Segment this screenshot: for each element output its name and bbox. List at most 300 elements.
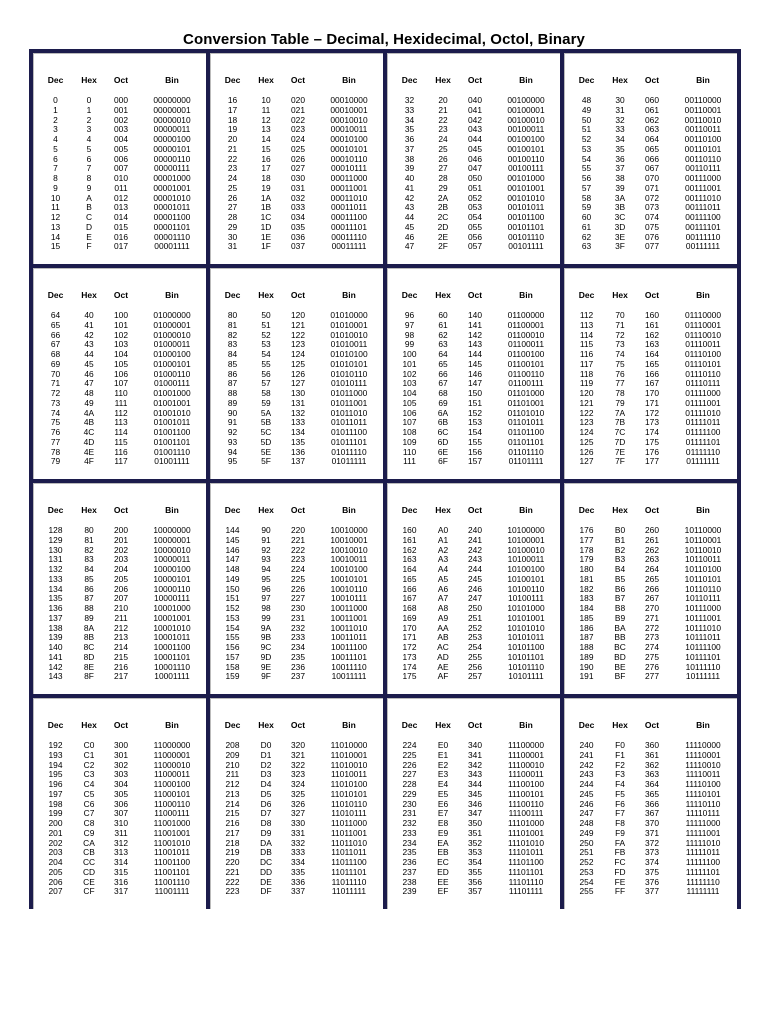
hex-cell: 59 (261, 397, 271, 408)
oct-cell: 212 (114, 622, 128, 633)
bin-cell: 10101101 (507, 651, 545, 662)
bin-cell: 00111110 (685, 231, 721, 242)
oct-cell: 223 (291, 554, 305, 565)
dec-cell: 224 (402, 740, 417, 750)
hex-cell: 69 (438, 397, 448, 408)
oct-cell: 141 (468, 319, 482, 330)
conversion-table (29, 49, 741, 909)
dec-cell: 60 (581, 212, 592, 222)
column-header-dec: Dec (47, 75, 64, 85)
hex-cell: E2 (437, 759, 449, 770)
bin-cell: 01100000 (507, 310, 545, 320)
bin-cell: 00101010 (507, 192, 545, 203)
oct-cell: 356 (468, 876, 482, 887)
hex-cell: EE (437, 876, 449, 887)
hex-cell: CD (82, 866, 96, 877)
hex-cell: 7F (615, 456, 625, 467)
hex-cell: D5 (260, 788, 272, 799)
bin-cell: 10010100 (330, 564, 368, 574)
panel-rows (565, 741, 737, 897)
bin-cell: 00111000 (684, 173, 722, 183)
hex-cell: F9 (615, 827, 625, 838)
hex-cell: B7 (614, 593, 626, 604)
hex-cell: 4A (83, 407, 95, 418)
oct-cell: 030 (291, 173, 305, 183)
bin-cell: 01100010 (507, 329, 545, 340)
hex-cell: C2 (83, 759, 95, 770)
dec-cell: 244 (579, 779, 594, 789)
hex-cell: 3 (86, 124, 92, 135)
dec-cell: 194 (48, 759, 63, 770)
bin-cell: 11011000 (330, 818, 368, 828)
hex-cell: EB (437, 847, 449, 858)
bin-cell: 10010000 (330, 525, 368, 535)
dec-cell: 104 (402, 388, 417, 398)
oct-cell: 070 (645, 173, 659, 183)
bin-cell: 00001100 (153, 212, 191, 222)
dec-cell: 216 (225, 818, 240, 828)
dec-cell: 106 (402, 407, 417, 418)
oct-cell: 302 (114, 759, 128, 770)
oct-cell: 322 (291, 759, 305, 770)
hex-cell: 2D (437, 221, 449, 232)
bin-cell: 11101100 (508, 857, 544, 867)
oct-cell: 011 (114, 182, 128, 193)
bin-cell: 10000011 (153, 554, 191, 565)
dec-cell: 110 (402, 446, 417, 457)
hex-cell: 9 (86, 182, 92, 193)
oct-cell: 153 (468, 417, 482, 428)
oct-cell: 133 (291, 417, 305, 428)
dec-cell: 92 (227, 427, 238, 437)
hex-cell: 71 (615, 319, 625, 330)
panel-header (211, 290, 383, 302)
bin-cell: 01011011 (330, 417, 368, 428)
hex-cell: 25 (438, 143, 448, 154)
oct-cell: 105 (114, 358, 128, 369)
column-header-dec: Dec (47, 720, 64, 730)
hex-cell: 3D (614, 221, 626, 232)
hex-cell: 6B (437, 417, 449, 428)
dec-cell: 52 (581, 134, 592, 144)
bin-cell: 10000111 (153, 593, 191, 604)
dec-cell: 28 (227, 212, 238, 222)
bin-cell: 01100001 (507, 319, 545, 330)
oct-cell: 234 (291, 642, 305, 652)
bin-cell: 00011100 (330, 212, 368, 222)
column-header-oct: Oct (113, 505, 129, 515)
dec-cell: 21 (227, 143, 238, 154)
hex-cell: 89 (84, 612, 94, 623)
column-header-oct: Oct (290, 75, 306, 85)
oct-cell: 217 (114, 671, 128, 682)
hex-cell: 65 (438, 358, 448, 369)
dec-cell: 146 (225, 544, 240, 555)
oct-cell: 334 (291, 857, 305, 867)
oct-cell: 065 (645, 143, 659, 154)
bin-cell: 00011011 (330, 202, 368, 213)
oct-cell: 016 (114, 231, 128, 242)
dec-cell: 228 (402, 779, 417, 789)
oct-cell: 024 (291, 134, 305, 144)
panel-rows (565, 311, 737, 467)
hex-cell: 18 (261, 173, 271, 183)
bin-cell: 00111111 (685, 241, 721, 252)
column-header-bin: Bin (519, 505, 533, 515)
oct-cell: 270 (645, 603, 659, 613)
oct-cell: 134 (291, 427, 305, 437)
hex-cell: 91 (261, 534, 271, 545)
oct-cell: 325 (291, 788, 305, 799)
dec-cell: 125 (579, 436, 594, 447)
oct-cell: 012 (114, 192, 128, 203)
dec-cell: 31 (227, 241, 238, 252)
hex-cell: F7 (615, 808, 625, 819)
oct-cell: 327 (291, 808, 305, 819)
column-header-dec: Dec (401, 290, 418, 300)
oct-cell: 041 (468, 104, 482, 115)
bin-cell: 00011000 (330, 173, 368, 183)
dec-cell: 149 (225, 573, 240, 584)
oct-cell: 125 (291, 358, 305, 369)
bin-cell: 10111111 (685, 671, 721, 682)
hex-cell: 7A (614, 407, 626, 418)
hex-cell: 5E (260, 446, 272, 457)
hex-cell: DE (260, 876, 272, 887)
bin-cell: 11101110 (508, 876, 544, 887)
panel-rows (388, 311, 560, 467)
dec-cell: 63 (581, 241, 592, 252)
oct-cell: 355 (468, 866, 482, 877)
oct-cell: 014 (114, 212, 128, 222)
oct-cell: 307 (114, 808, 128, 819)
hex-cell: 32 (615, 114, 625, 125)
column-header-hex: Hex (612, 290, 628, 300)
hex-cell: 45 (84, 358, 94, 369)
dec-cell: 158 (225, 661, 240, 672)
oct-cell: 260 (645, 525, 659, 535)
oct-cell: 240 (468, 525, 482, 535)
oct-cell: 163 (645, 339, 659, 350)
dec-cell: 64 (50, 310, 61, 320)
dec-cell: 215 (225, 808, 240, 819)
oct-cell: 227 (291, 593, 305, 604)
dec-cell: 115 (579, 339, 594, 350)
bin-cell: 11111100 (685, 857, 721, 867)
dec-cell: 138 (48, 622, 63, 633)
hex-cell: B8 (614, 603, 626, 613)
panel-header (565, 75, 737, 87)
oct-cell: 207 (114, 593, 128, 604)
hex-cell: CC (82, 857, 96, 867)
bin-cell: 11011001 (330, 827, 368, 838)
hex-cell: 57 (261, 378, 271, 389)
dec-cell: 191 (579, 671, 594, 682)
column-header-dec: Dec (47, 505, 64, 515)
hex-cell: C1 (83, 749, 95, 760)
dec-cell: 223 (225, 886, 240, 897)
dec-cell: 181 (579, 573, 594, 584)
bin-cell: 11111000 (685, 818, 721, 828)
oct-cell: 056 (468, 231, 482, 242)
dec-cell: 13 (50, 221, 61, 232)
oct-cell: 357 (468, 886, 482, 897)
hex-cell: 67 (438, 378, 448, 389)
oct-cell: 330 (291, 818, 305, 828)
hex-cell: 7B (614, 417, 626, 428)
dec-cell: 25 (227, 182, 238, 193)
dec-cell: 250 (579, 837, 594, 848)
dec-cell: 48 (581, 95, 592, 105)
dec-cell: 147 (225, 554, 240, 565)
dec-cell: 231 (402, 808, 417, 819)
oct-cell: 005 (114, 143, 128, 154)
dec-cell: 179 (579, 554, 594, 565)
bin-cell: 10011011 (330, 632, 368, 643)
oct-cell: 273 (645, 632, 659, 643)
dec-cell: 195 (48, 769, 63, 780)
bin-cell: 01111011 (685, 417, 721, 428)
bin-cell: 01110010 (684, 329, 722, 340)
oct-cell: 152 (468, 407, 482, 418)
dec-cell: 200 (48, 818, 63, 828)
bin-cell: 11111010 (685, 837, 721, 848)
bin-cell: 00111010 (684, 192, 722, 203)
dec-cell: 72 (50, 388, 61, 398)
dec-cell: 122 (579, 407, 594, 418)
column-header-hex: Hex (435, 290, 451, 300)
bin-cell: 01001101 (153, 436, 191, 447)
oct-cell: 057 (468, 241, 482, 252)
hex-cell: B9 (614, 612, 626, 623)
oct-cell: 000 (114, 95, 128, 105)
dec-cell: 113 (579, 319, 594, 330)
hex-cell: DD (259, 866, 273, 877)
bin-cell: 10110011 (684, 554, 722, 565)
dec-cell: 36 (404, 134, 415, 144)
dec-cell: 93 (227, 436, 238, 447)
oct-cell: 237 (291, 671, 305, 682)
bin-cell: 00001011 (153, 202, 191, 213)
hex-cell: 47 (84, 378, 94, 389)
bin-cell: 01101101 (507, 436, 545, 447)
table-panel (387, 483, 560, 694)
hex-cell: 5C (260, 427, 272, 437)
column-header-bin: Bin (342, 75, 356, 85)
bin-cell: 10110001 (684, 534, 722, 545)
oct-cell: 317 (114, 886, 128, 897)
column-header-hex: Hex (435, 505, 451, 515)
oct-cell: 332 (291, 837, 305, 848)
hex-cell: 5F (261, 456, 271, 467)
dec-cell: 59 (581, 202, 592, 213)
bin-cell: 01011000 (330, 388, 368, 398)
bin-cell: 11101011 (508, 847, 544, 858)
bin-cell: 11100111 (508, 808, 544, 819)
dec-cell: 29 (227, 221, 238, 232)
hex-cell: 42 (84, 329, 94, 340)
hex-cell: 3A (614, 192, 626, 203)
oct-cell: 206 (114, 583, 128, 594)
hex-cell: A2 (437, 544, 449, 555)
dec-cell: 4 (53, 134, 58, 144)
bin-cell: 10001010 (153, 622, 191, 633)
bin-cell: 10100101 (507, 573, 545, 584)
column-header-hex: Hex (435, 75, 451, 85)
oct-cell: 101 (114, 319, 128, 330)
bin-cell: 10000110 (153, 583, 191, 594)
column-header-bin: Bin (696, 505, 710, 515)
oct-cell: 254 (468, 642, 482, 652)
bin-cell: 11100001 (507, 749, 545, 760)
hex-cell: B (86, 202, 92, 213)
bin-cell: 01000101 (153, 358, 191, 369)
bin-cell: 00001001 (153, 182, 191, 193)
hex-cell: DB (260, 847, 272, 858)
oct-cell: 026 (291, 153, 305, 164)
dec-cell: 168 (402, 603, 417, 613)
bin-cell: 00110010 (684, 114, 722, 125)
oct-cell: 001 (114, 104, 128, 115)
oct-cell: 303 (114, 769, 128, 780)
bin-cell: 00111100 (685, 212, 721, 222)
hex-cell: 39 (615, 182, 625, 193)
bin-cell: 00010011 (330, 124, 368, 135)
oct-cell: 060 (645, 95, 659, 105)
bin-cell: 00101011 (507, 202, 545, 213)
bin-cell: 01100111 (508, 378, 544, 389)
oct-cell: 160 (645, 310, 659, 320)
oct-cell: 202 (114, 544, 128, 555)
table-row (34, 887, 206, 897)
dec-cell: 193 (48, 749, 63, 760)
bin-cell: 10111110 (685, 661, 721, 672)
oct-cell: 361 (645, 749, 659, 760)
bin-cell: 00011101 (330, 221, 368, 232)
bin-cell: 10011001 (330, 612, 368, 623)
dec-cell: 249 (579, 827, 594, 838)
table-panel (33, 698, 206, 909)
oct-cell: 021 (291, 104, 305, 115)
bin-cell: 01110001 (684, 319, 722, 330)
hex-cell: 6 (86, 153, 92, 164)
hex-cell: 72 (615, 329, 625, 340)
hex-cell: C4 (83, 779, 95, 789)
bin-cell: 01101010 (507, 407, 545, 418)
hex-cell: F0 (615, 740, 625, 750)
oct-cell: 175 (645, 436, 659, 447)
hex-cell: FB (614, 847, 626, 858)
oct-cell: 031 (291, 182, 305, 193)
hex-cell: 6A (437, 407, 449, 418)
bin-cell: 11100010 (507, 759, 545, 770)
hex-cell: 80 (84, 525, 94, 535)
oct-cell: 022 (291, 114, 305, 125)
bin-cell: 01111101 (685, 436, 721, 447)
oct-cell: 232 (291, 622, 305, 633)
oct-cell: 261 (645, 534, 659, 545)
dec-cell: 201 (48, 827, 63, 838)
oct-cell: 230 (291, 603, 305, 613)
dec-cell: 148 (225, 564, 240, 574)
hex-cell: 37 (615, 163, 625, 174)
dec-cell: 156 (225, 642, 240, 652)
oct-cell: 146 (468, 368, 482, 379)
panel-header (34, 290, 206, 302)
dec-cell: 26 (227, 192, 238, 203)
column-header-bin: Bin (519, 75, 533, 85)
column-header-bin: Bin (342, 720, 356, 730)
bin-cell: 01111110 (685, 446, 721, 457)
dec-cell: 174 (402, 661, 417, 672)
dec-cell: 58 (581, 192, 592, 203)
hex-cell: 78 (615, 388, 625, 398)
table-panel (210, 53, 383, 264)
oct-cell: 314 (114, 857, 128, 867)
bin-cell: 11110010 (685, 759, 721, 770)
bin-cell: 10100100 (507, 564, 545, 574)
oct-cell: 342 (468, 759, 482, 770)
bin-cell: 10011010 (330, 622, 368, 633)
bin-cell: 01010011 (330, 339, 368, 350)
column-header-bin: Bin (519, 290, 533, 300)
bin-cell: 10011110 (331, 661, 367, 672)
panel-header (211, 720, 383, 732)
oct-cell: 301 (114, 749, 128, 760)
dec-cell: 91 (227, 417, 238, 428)
column-header-hex: Hex (81, 75, 97, 85)
oct-cell: 062 (645, 114, 659, 125)
dec-cell: 73 (50, 397, 61, 408)
table-row (388, 672, 560, 682)
dec-cell: 214 (225, 798, 240, 809)
column-header-bin: Bin (696, 720, 710, 730)
table-row (565, 457, 737, 467)
oct-cell: 143 (468, 339, 482, 350)
bin-cell: 11011011 (331, 847, 367, 858)
dec-cell: 192 (48, 740, 63, 750)
column-header-dec: Dec (224, 75, 241, 85)
oct-cell: 156 (468, 446, 482, 457)
bin-cell: 11101101 (508, 866, 544, 877)
panel-header (388, 75, 560, 87)
oct-cell: 215 (114, 651, 128, 662)
hex-cell: BC (614, 642, 626, 652)
hex-cell: F1 (615, 749, 625, 760)
oct-cell: 255 (468, 651, 482, 662)
oct-cell: 243 (468, 554, 482, 565)
dec-cell: 153 (225, 612, 240, 623)
bin-cell: 10101111 (508, 671, 544, 682)
hex-cell: 23 (438, 124, 448, 135)
column-header-dec: Dec (224, 720, 241, 730)
dec-cell: 8 (53, 173, 58, 183)
dec-cell: 96 (404, 310, 415, 320)
hex-cell: 2F (438, 241, 448, 252)
bin-cell: 01100101 (507, 358, 545, 369)
hex-cell: A5 (437, 573, 449, 584)
dec-cell: 219 (225, 847, 240, 858)
table-row (388, 242, 560, 252)
dec-cell: 186 (579, 622, 594, 633)
oct-cell: 363 (645, 769, 659, 780)
oct-cell: 360 (645, 740, 659, 750)
oct-cell: 300 (114, 740, 128, 750)
dec-cell: 132 (48, 564, 63, 574)
dec-cell: 159 (225, 671, 240, 682)
hex-cell: 15 (261, 143, 271, 154)
hex-cell: 93 (261, 554, 271, 565)
